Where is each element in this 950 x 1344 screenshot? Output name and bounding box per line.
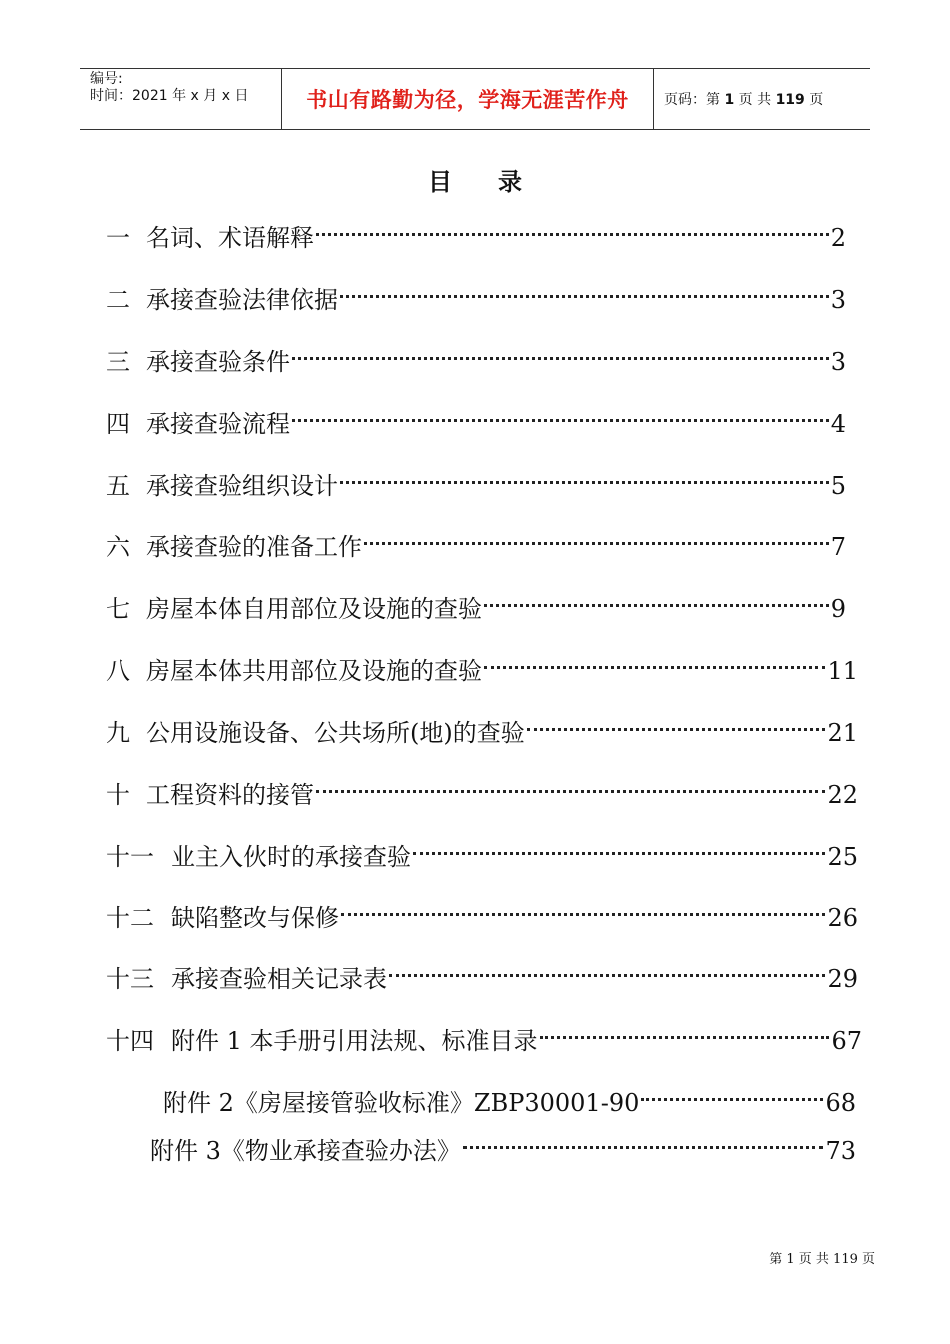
toc-entry-label: 承接查验相关记录表: [171, 965, 387, 993]
toc-entry-number: 一: [106, 224, 130, 252]
toc-entry-number: 十四: [106, 1027, 154, 1055]
toc-entry-number: 四: [106, 410, 130, 438]
toc-entry: [163, 1079, 856, 1117]
toc-entry-label: 业主入伙时的承接查验: [171, 843, 411, 871]
toc-entry-page: 3: [830, 348, 846, 376]
toc-entry-page: 2: [830, 224, 846, 252]
header-page-info: [654, 69, 870, 129]
toc-entry-page: 25: [827, 843, 858, 871]
page-footer: 第 1 页 共 119 页: [769, 1252, 875, 1267]
toc-entry: [106, 894, 858, 932]
toc-entry-label: 承接查验法律依据: [146, 286, 338, 314]
toc-entry-number: 十一: [106, 843, 154, 871]
toc-entry-label: 公用设施设备、公共场所(地)的查验: [146, 719, 525, 747]
toc-entry-label: 缺陷整改与保修: [171, 904, 339, 932]
toc-entry-page: 5: [830, 472, 846, 500]
toc-entry-label: 名词、术语解释: [146, 224, 314, 252]
toc-entry: [106, 338, 846, 376]
toc-entry-label: 承接查验的准备工作: [146, 533, 362, 561]
toc-entry-number: 二: [106, 286, 130, 314]
toc-entry-number: 三: [106, 348, 130, 376]
toc-entry-number: 七: [106, 595, 130, 623]
toc-dot-leader: [316, 214, 829, 246]
header-motto: 书山有路勤为径，学海无涯苦作舟: [281, 69, 654, 129]
toc-dot-leader: [292, 338, 829, 370]
toc-entry: [106, 709, 858, 747]
toc-entry-label: 承接查验组织设计: [146, 472, 338, 500]
toc-entry-page: 7: [830, 533, 846, 561]
toc-entry-page: 29: [827, 965, 858, 993]
toc-entry-label: 工程资料的接管: [146, 781, 314, 809]
toc-dot-leader: [463, 1127, 824, 1159]
document-number-label: 编号:: [90, 71, 123, 87]
toc-dot-leader: [641, 1079, 823, 1111]
toc-title: 目录: [428, 168, 568, 196]
toc-entry-number: 八: [106, 657, 130, 685]
toc-entry-number: 九: [106, 719, 130, 747]
toc-entry: [106, 276, 846, 314]
toc-entry: [106, 400, 846, 438]
toc-dot-leader: [340, 462, 829, 494]
toc-entry: [106, 1017, 862, 1055]
toc-entry-page: 22: [827, 781, 858, 809]
toc-entry: [106, 462, 846, 500]
toc-dot-leader: [413, 833, 825, 865]
toc-entry-number: 十三: [106, 965, 154, 993]
toc-entry: [106, 585, 846, 623]
toc-dot-leader: [364, 523, 829, 555]
toc-entry-label: 房屋本体自用部位及设施的查验: [146, 595, 482, 623]
toc-entry-page: 67: [831, 1027, 862, 1055]
toc-entry-label: 附件 3《物业承接查验办法》: [150, 1137, 461, 1165]
toc-dot-leader: [540, 1017, 830, 1049]
toc-entry-number: 五: [106, 472, 130, 500]
toc-dot-leader: [484, 647, 825, 679]
toc-entry-page: 4: [830, 410, 846, 438]
toc-dot-leader: [527, 709, 826, 741]
toc-entry-page: 21: [827, 719, 858, 747]
toc-entry-page: 26: [827, 904, 858, 932]
toc-dot-leader: [389, 955, 825, 987]
toc-dot-leader: [341, 894, 825, 926]
toc-entry: [106, 833, 858, 871]
toc-entry-label: 附件 1 本手册引用法规、标准目录: [171, 1027, 538, 1055]
toc-entry: [106, 647, 858, 685]
toc-entry: [106, 955, 858, 993]
toc-entry-label: 承接查验流程: [146, 410, 290, 438]
document-time: 时间：2021 年 x 月 x 日: [90, 88, 249, 104]
toc-entry-number: 十: [106, 781, 130, 809]
toc-dot-leader: [292, 400, 829, 432]
toc-entry-label: 房屋本体共用部位及设施的查验: [146, 657, 482, 685]
page-prefix: 页码：第: [664, 92, 720, 108]
page-mid: 页 共: [738, 92, 772, 108]
toc-entry-page: 9: [830, 595, 846, 623]
page-suffix: 页: [809, 92, 824, 108]
page-current: 1: [724, 92, 735, 108]
toc-entry: [106, 771, 858, 809]
page-header: [80, 68, 870, 130]
toc-dot-leader: [340, 276, 829, 308]
toc-entry-page: 3: [830, 286, 846, 314]
toc-entry-page: 68: [825, 1089, 856, 1117]
toc-dot-leader: [484, 585, 829, 617]
toc-entry: [150, 1127, 856, 1165]
header-meta: [80, 69, 281, 129]
toc-entry-number: 六: [106, 533, 130, 561]
toc-entry: [106, 523, 846, 561]
toc-entry-number: 十二: [106, 904, 154, 932]
toc-entry: [106, 214, 846, 252]
page-total: 119: [775, 92, 805, 108]
toc-entry-label: 承接查验条件: [146, 348, 290, 376]
toc-entry-page: 73: [825, 1137, 856, 1165]
toc-entry-page: 11: [827, 657, 858, 685]
toc-dot-leader: [316, 771, 825, 803]
toc-entry-label: 附件 2《房屋接管验收标准》ZBP30001-90: [163, 1089, 640, 1117]
